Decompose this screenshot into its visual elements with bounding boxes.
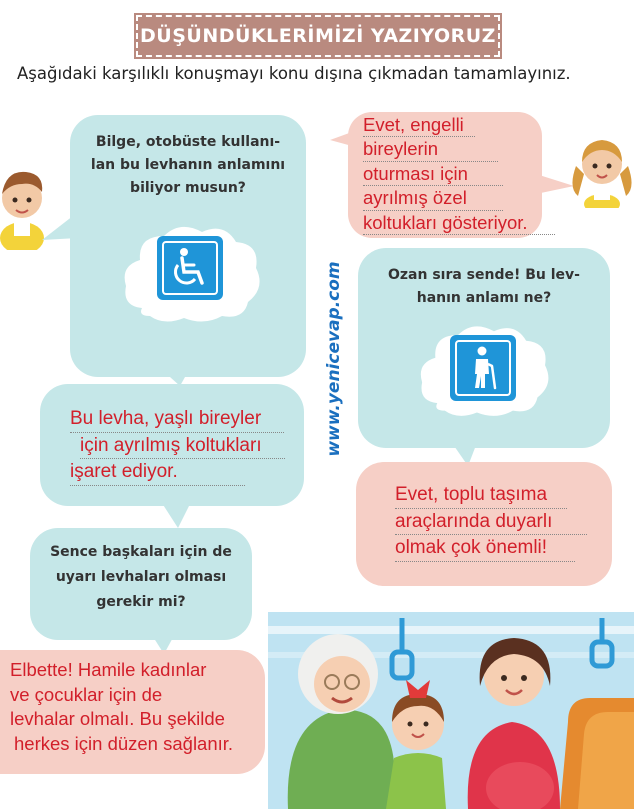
bubble-line: Ozan sıra sende! Bu lev- [387, 267, 580, 283]
speech-bubble-question-3 [30, 528, 252, 640]
answer-line: Evet, toplu taşıma [395, 482, 567, 509]
answer-line: ayrılmış özel [363, 186, 503, 210]
answer-line: ve çocuklar için de [10, 683, 163, 705]
handwritten-answer-2 [70, 406, 290, 486]
bubble-line: biliyor musun? [130, 180, 246, 197]
answer-line: Evet, engelli [363, 113, 475, 137]
answer-line: Bu levha, yaşlı bireyler [70, 406, 284, 433]
wheelchair-sign-icon [157, 236, 223, 300]
answer-line: koltukları gösteriyor. [363, 211, 555, 235]
bus-scene-illustration [268, 612, 634, 809]
bubble-line: uyarı levhaları olması [55, 569, 227, 586]
answer-line: araçlarında duyarlı [395, 509, 587, 536]
handwritten-answer-4 [10, 658, 265, 756]
answer-line: için ayrılmış koltukları [80, 433, 285, 460]
answer-line: herkes için düzen sağlanır. [14, 732, 234, 754]
bubble-tail [40, 210, 80, 250]
answer-line: bireylerin [363, 137, 498, 161]
bubble-tail [160, 500, 200, 530]
bubble-tail [328, 130, 354, 150]
bubble-line: Bilge, otobüste kullanı- [95, 134, 281, 150]
bubble-line: hanın anlamı ne? [416, 290, 552, 307]
page-title-banner [136, 15, 500, 57]
answer-line: levhalar olmalı. Bu şekilde [10, 708, 225, 730]
page-title: DÜŞÜNDÜKLERİMİZİ YAZIYORUZ [140, 25, 496, 47]
bubble-line: lan bu levhanın anlamını [90, 157, 286, 174]
bubble-line: gerekir mi? [96, 594, 186, 611]
answer-line: oturması için [363, 162, 503, 186]
instruction-text: Aşağıdaki karşılıklı konuşmayı konu dışına çıkmadan tamamlayınız. [17, 64, 571, 83]
answer-line: olmak çok önemli! [395, 535, 575, 562]
watermark-text: www.yenicevap.com [324, 261, 344, 457]
watermark [322, 244, 346, 474]
handwritten-answer-3 [395, 482, 595, 562]
bubble-line: Sence başkaları için de [50, 544, 232, 560]
answer-line: işaret ediyor. [70, 459, 245, 486]
elderly-person-sign-icon [450, 335, 516, 401]
answer-line: Elbette! Hamile kadınlar [10, 659, 207, 680]
girl-avatar [570, 130, 634, 208]
